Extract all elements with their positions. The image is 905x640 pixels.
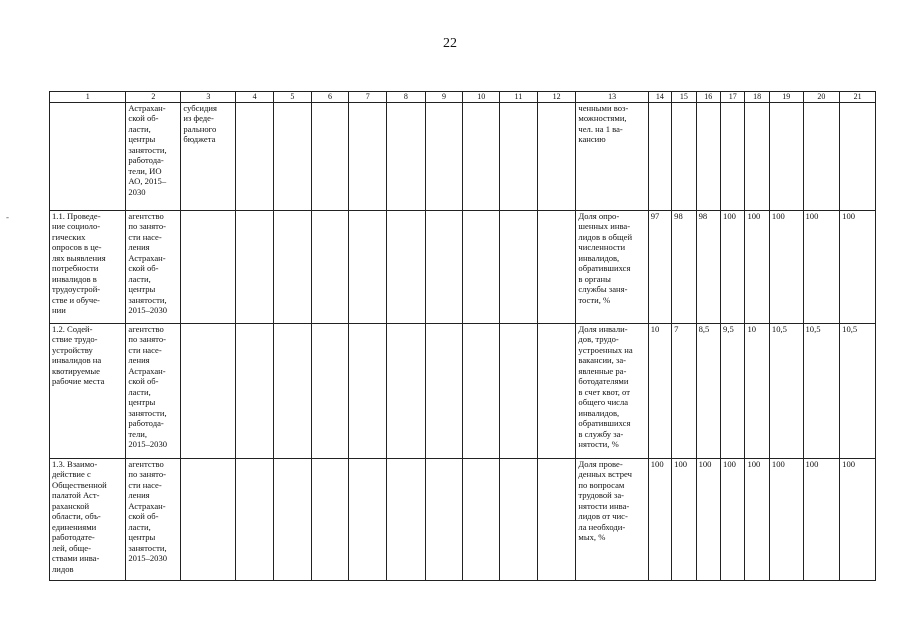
value-cell: 100 bbox=[672, 459, 696, 581]
value-cell: 100 bbox=[721, 459, 745, 581]
value-cell: 98 bbox=[672, 211, 696, 324]
empty-cell bbox=[463, 324, 500, 459]
value-cell: 10,5 bbox=[769, 324, 803, 459]
value-cell bbox=[672, 103, 696, 211]
empty-cell bbox=[274, 211, 312, 324]
column-number: 17 bbox=[721, 92, 745, 103]
column-number: 5 bbox=[274, 92, 312, 103]
empty-cell bbox=[463, 211, 500, 324]
executor-cell: агентство по занято- сти насе- ления Астрахан- ской об- ласти, центры занятости, 2015–2030 bbox=[126, 211, 181, 324]
value-cell: 10,5 bbox=[803, 324, 840, 459]
empty-cell bbox=[236, 103, 274, 211]
value-cell: 7 bbox=[672, 324, 696, 459]
program-table bbox=[49, 91, 876, 581]
executor-cell: Астрахан- ской об- ласти, центры занятости, работода- тели, ИО АО, 2015– 2030 bbox=[126, 103, 181, 211]
value-cell bbox=[803, 103, 840, 211]
column-number: 2 bbox=[126, 92, 181, 103]
indicator-cell: Доля инвали- дов, трудо- устроенных на вакансии, за- явленные ра- ботодателями в счет квот, от общего числа инвалидов, обратившихся в службу за- нятости, % bbox=[576, 324, 648, 459]
funding-cell bbox=[181, 211, 236, 324]
empty-cell bbox=[311, 324, 349, 459]
empty-cell bbox=[236, 211, 274, 324]
value-cell bbox=[840, 103, 876, 211]
column-number: 6 bbox=[311, 92, 349, 103]
column-number: 4 bbox=[236, 92, 274, 103]
column-number: 21 bbox=[840, 92, 876, 103]
empty-cell bbox=[236, 324, 274, 459]
value-cell: 100 bbox=[745, 459, 769, 581]
column-number: 13 bbox=[576, 92, 648, 103]
empty-cell bbox=[537, 211, 576, 324]
empty-cell bbox=[311, 103, 349, 211]
value-cell: 10,5 bbox=[840, 324, 876, 459]
empty-cell bbox=[349, 459, 387, 581]
value-cell: 100 bbox=[769, 459, 803, 581]
margin-mark: - bbox=[6, 212, 9, 222]
empty-cell bbox=[463, 103, 500, 211]
empty-cell bbox=[274, 103, 312, 211]
column-number: 10 bbox=[463, 92, 500, 103]
empty-cell bbox=[463, 459, 500, 581]
column-number: 12 bbox=[537, 92, 576, 103]
value-cell: 100 bbox=[803, 211, 840, 324]
event-cell: 1.2. Содей- ствие трудо- устройству инвалидов на квотируемые рабочие места bbox=[50, 324, 126, 459]
empty-cell bbox=[387, 324, 426, 459]
empty-cell bbox=[349, 324, 387, 459]
empty-cell bbox=[387, 103, 426, 211]
column-number: 11 bbox=[500, 92, 538, 103]
table-row bbox=[50, 103, 876, 211]
value-cell: 100 bbox=[648, 459, 671, 581]
value-cell: 98 bbox=[696, 211, 720, 324]
empty-cell bbox=[500, 324, 538, 459]
value-cell: 100 bbox=[803, 459, 840, 581]
value-cell bbox=[721, 103, 745, 211]
column-number: 19 bbox=[769, 92, 803, 103]
table-row bbox=[50, 324, 876, 459]
empty-cell bbox=[274, 459, 312, 581]
table-row bbox=[50, 211, 876, 324]
event-cell bbox=[50, 103, 126, 211]
column-number: 16 bbox=[696, 92, 720, 103]
value-cell: 100 bbox=[769, 211, 803, 324]
value-cell: 10 bbox=[648, 324, 671, 459]
value-cell: 100 bbox=[721, 211, 745, 324]
value-cell: 100 bbox=[840, 211, 876, 324]
empty-cell bbox=[500, 103, 538, 211]
empty-cell bbox=[425, 324, 463, 459]
column-number: 14 bbox=[648, 92, 671, 103]
empty-cell bbox=[274, 324, 312, 459]
empty-cell bbox=[387, 459, 426, 581]
value-cell: 97 bbox=[648, 211, 671, 324]
value-cell: 100 bbox=[745, 211, 769, 324]
value-cell: 10 bbox=[745, 324, 769, 459]
indicator-cell: Доля прове- денных встреч по вопросам трудовой за- нятости инва- лидов от чис- ла необходи- мых, % bbox=[576, 459, 648, 581]
empty-cell bbox=[500, 459, 538, 581]
value-cell bbox=[696, 103, 720, 211]
empty-cell bbox=[425, 211, 463, 324]
empty-cell bbox=[311, 211, 349, 324]
empty-cell bbox=[537, 103, 576, 211]
funding-cell: субсидия из феде- рального бюджета bbox=[181, 103, 236, 211]
funding-cell bbox=[181, 459, 236, 581]
value-cell: 100 bbox=[696, 459, 720, 581]
value-cell bbox=[769, 103, 803, 211]
column-number: 20 bbox=[803, 92, 840, 103]
column-number: 18 bbox=[745, 92, 769, 103]
value-cell bbox=[745, 103, 769, 211]
value-cell: 9,5 bbox=[721, 324, 745, 459]
column-number: 1 bbox=[50, 92, 126, 103]
column-number: 15 bbox=[672, 92, 696, 103]
empty-cell bbox=[537, 324, 576, 459]
indicator-cell: ченными воз- можностями, чел. на 1 ва- кансию bbox=[576, 103, 648, 211]
column-number-row bbox=[50, 92, 876, 103]
column-number: 7 bbox=[349, 92, 387, 103]
empty-cell bbox=[500, 211, 538, 324]
empty-cell bbox=[387, 211, 426, 324]
empty-cell bbox=[236, 459, 274, 581]
indicator-cell: Доля опро- шенных инва- лидов в общей численности инвалидов, обратившихся в органы службы заня- тости, % bbox=[576, 211, 648, 324]
empty-cell bbox=[311, 459, 349, 581]
empty-cell bbox=[349, 103, 387, 211]
empty-cell bbox=[425, 459, 463, 581]
executor-cell: агентство по занято- сти насе- ления Астрахан- ской об- ласти, центры занятости, 2015–2030 bbox=[126, 459, 181, 581]
value-cell: 8,5 bbox=[696, 324, 720, 459]
funding-cell bbox=[181, 324, 236, 459]
column-number: 9 bbox=[425, 92, 463, 103]
empty-cell bbox=[537, 459, 576, 581]
value-cell: 100 bbox=[840, 459, 876, 581]
event-cell: 1.3. Взаимо- действие с Общественной палатой Аст- раханской области, объ- единениями работодате- лей, обще- ствами инва- лидов bbox=[50, 459, 126, 581]
table-row bbox=[50, 459, 876, 581]
column-number: 3 bbox=[181, 92, 236, 103]
page-number: 22 bbox=[443, 36, 457, 51]
empty-cell bbox=[425, 103, 463, 211]
executor-cell: агентство по занято- сти насе- ления Астрахан- ской об- ласти, центры занятости, работода- тели, 2015–2030 bbox=[126, 324, 181, 459]
column-number: 8 bbox=[387, 92, 426, 103]
value-cell bbox=[648, 103, 671, 211]
empty-cell bbox=[349, 211, 387, 324]
event-cell: 1.1. Проведе- ние социоло- гических опросов в це- лях выявления потребности инвалидов в трудоустрой- стве и обуче- нии bbox=[50, 211, 126, 324]
